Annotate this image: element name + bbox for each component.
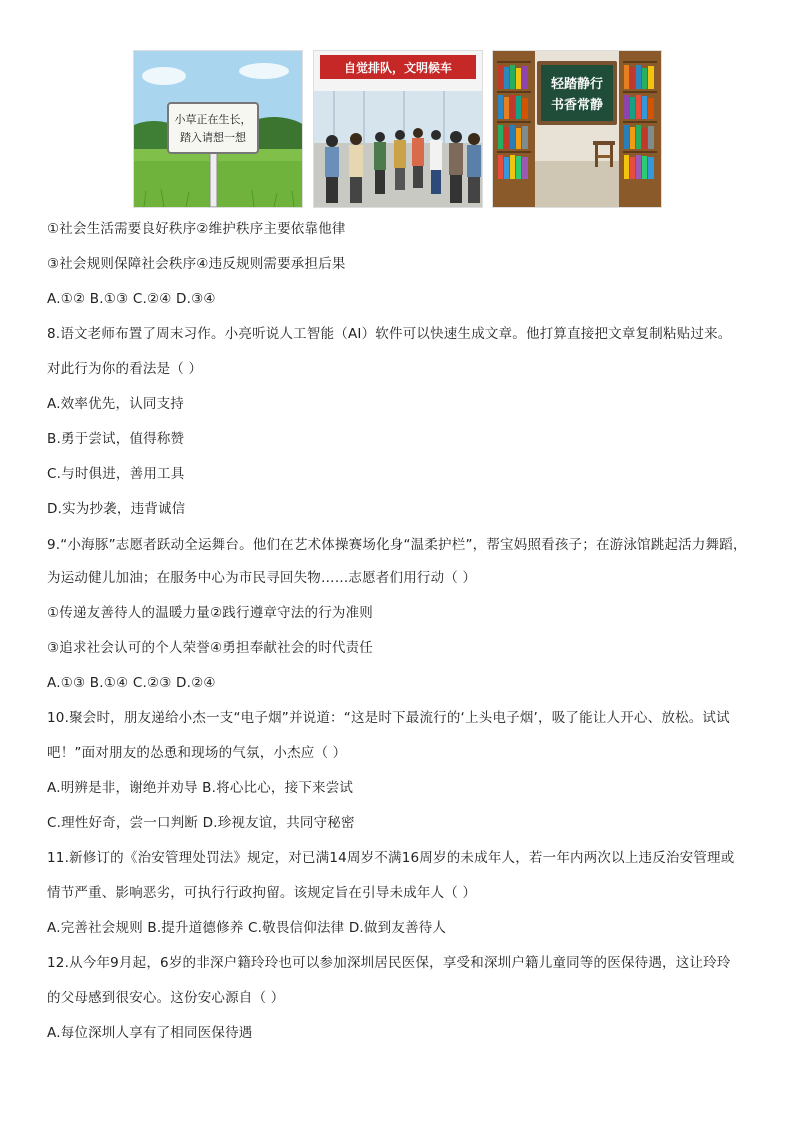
q9-options: A.①③ B.①④ C.②③ D.②④ [47,675,216,691]
q8-stem-2: 对此行为你的看法是（ ） [47,361,203,377]
q11-stem-1: 11.新修订的《治安管理处罚法》规定，对已满14周岁不满16周岁的未成年人，若一年内两次以上违反治安管理或 [47,850,735,866]
q10-options-ab: A.明辨是非，谢绝并劝导 B.将心比心，接下来尝试 [47,780,354,796]
q8-option-a: A.效率优先，认同支持 [47,396,184,412]
grass-sign-line2: 踏入请想一想 [180,131,246,144]
grass-sign-image [133,50,303,208]
q9-statements-1: ①传递友善待人的温暖力量②践行遵章守法的行为准则 [47,605,374,621]
q11-stem-2: 情节严重、影响恶劣，可执行行政拘留。该规定旨在引导未成年人（ ） [47,885,477,901]
q7-statements-1: ①社会生活需要良好秩序②维护秩序主要依靠他律 [47,221,346,237]
library-image [492,50,662,208]
q10-stem-1: 10.聚会时，朋友递给小杰一支“电子烟”并说道：“这是时下最流行的‘上头电子烟’，吸了能让人开心、放松。试试 [47,710,730,726]
q12-stem-2: 的父母感到很安心。这份安心源自（ ） [47,990,285,1006]
q12-option-a: A.每位深圳人享有了相同医保待遇 [47,1025,253,1041]
q7-options: A.①② B.①③ C.②④ D.③④ [47,291,216,307]
q8-option-b: B.勇于尝试，值得称赞 [47,431,185,447]
q7-statements-2: ③社会规则保障社会秩序④违反规则需要承担后果 [47,256,346,272]
library-board-line1: 轻踏静行 [550,77,604,92]
q11-options: A.完善社会规则 B.提升道德修养 C.敬畏信仰法律 D.做到友善待人 [47,920,447,936]
q8-stem-1: 8.语文老师布置了周末习作。小亮听说人工智能（AI）软件可以快速生成文章。他打算直接把文章复制粘贴过来。 [47,326,732,342]
grass-sign-line1: 小草正在生长， [174,113,252,126]
q12-stem-1: 12.从今年9月起，6岁的非深户籍玲玲也可以参加深圳居民医保，享受和深圳户籍儿童同等的医保待遇，这让玲玲 [47,955,731,971]
queue-image [313,50,483,208]
q8-option-d: D.实为抄袭，违背诚信 [47,501,186,517]
q9-stem-2: 为运动健儿加油；在服务中心为市民寻回失物……志愿者们用行动（ ） [47,570,477,586]
queue-banner-text: 自觉排队，文明候车 [343,61,453,75]
q10-stem-2: 吧！”面对朋友的怂恿和现场的气氛，小杰应（ ） [47,745,347,761]
q8-option-c: C.与时俱进，善用工具 [47,466,185,482]
library-board-line2: 书香常静 [550,98,604,113]
q10-options-cd: C.理性好奇，尝一口判断 D.珍视友谊，共同守秘密 [47,815,355,831]
q9-statements-2: ③追求社会认可的个人荣誉④勇担奉献社会的时代责任 [47,640,374,656]
q9-stem-1: 9.“小海豚”志愿者跃动全运舞台。他们在艺术体操赛场化身“温柔护栏”，帮宝妈照看孩子；在游泳馆跳起活力舞蹈， [47,537,747,553]
